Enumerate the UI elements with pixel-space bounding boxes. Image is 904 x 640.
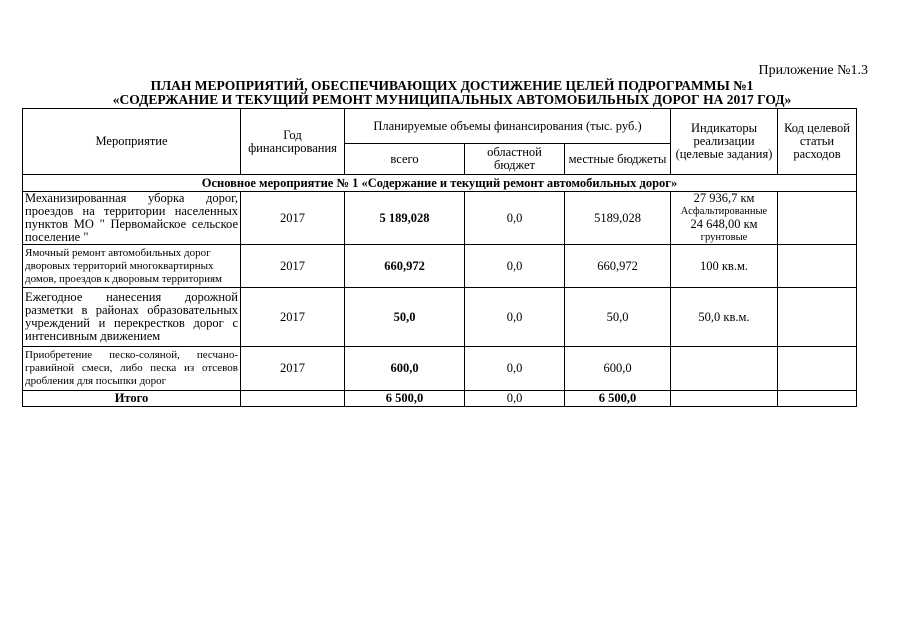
cell-local: 50,0 bbox=[565, 288, 671, 347]
cell-year: 2017 bbox=[241, 347, 345, 391]
cell-year: 2017 bbox=[241, 192, 345, 245]
cell-regional: 0,0 bbox=[465, 288, 565, 347]
cell-total: 50,0 bbox=[345, 288, 465, 347]
section-title: Основное мероприятие № 1 «Содержание и текущий ремонт автомобильных дорог» bbox=[23, 175, 857, 192]
document-title-line-2: «СОДЕРЖАНИЕ И ТЕКУЩИЙ РЕМОНТ МУНИЦИПАЛЬНЫХ АВТОМОБИЛЬНЫХ ДОРОГ НА 2017 ГОД» bbox=[112, 92, 792, 107]
indicator-ground-value: 24 648,00 км bbox=[690, 217, 758, 231]
total-local: 6 500,0 bbox=[565, 391, 671, 407]
cell-code bbox=[778, 192, 857, 245]
measures-plan-table bbox=[22, 108, 857, 407]
cell-code bbox=[778, 347, 857, 391]
cell-year: 2017 bbox=[241, 245, 345, 288]
cell-indicator: 100 кв.м. bbox=[671, 245, 778, 288]
total-year-empty bbox=[241, 391, 345, 407]
total-row bbox=[23, 391, 857, 407]
cell-regional: 0,0 bbox=[465, 192, 565, 245]
header-regional-budget: областной бюджет bbox=[465, 144, 565, 175]
cell-code bbox=[778, 288, 857, 347]
header-row-1 bbox=[23, 109, 857, 144]
header-local-budget: местные бюджеты bbox=[565, 144, 671, 175]
total-sum: 6 500,0 bbox=[345, 391, 465, 407]
cell-regional: 0,0 bbox=[465, 245, 565, 288]
table-row bbox=[23, 347, 857, 391]
section-row bbox=[23, 175, 857, 192]
cell-indicator bbox=[671, 347, 778, 391]
header-planned-financing: Планируемые объемы финансирования (тыс. руб.) bbox=[345, 109, 671, 144]
header-year: Год финансирования bbox=[241, 109, 345, 175]
table-row bbox=[23, 245, 857, 288]
cell-regional: 0,0 bbox=[465, 347, 565, 391]
appendix-label: Приложение №1.3 bbox=[758, 63, 868, 78]
cell-measure: Ежегодное нанесения дорожной разметки в районах образовательных учреждений и перекрестков дорог с интенсивным движением bbox=[23, 288, 241, 347]
cell-indicator bbox=[671, 192, 778, 245]
cell-total: 660,972 bbox=[345, 245, 465, 288]
cell-local: 660,972 bbox=[565, 245, 671, 288]
total-label: Итого bbox=[23, 391, 241, 407]
cell-total: 5 189,028 bbox=[345, 192, 465, 245]
indicator-ground-note: грунтовые bbox=[700, 232, 748, 243]
header-code: Код целевой статьи расходов bbox=[778, 109, 857, 175]
table-row bbox=[23, 288, 857, 347]
total-indicator-empty bbox=[671, 391, 778, 407]
cell-code bbox=[778, 245, 857, 288]
total-regional: 0,0 bbox=[465, 391, 565, 407]
cell-measure: Механизированная уборка дорог, проездов на территории населенных пунктов МО " Первомайское сельское поселение " bbox=[23, 192, 241, 245]
indicator-asphalt-note: Асфальтированные bbox=[680, 206, 768, 217]
header-measure: Мероприятие bbox=[23, 109, 241, 175]
cell-measure: Ямочный ремонт автомобильных дорог дворовых территорий многоквартирных домов, проездов к дворовым территориям bbox=[23, 245, 241, 288]
cell-total: 600,0 bbox=[345, 347, 465, 391]
cell-year: 2017 bbox=[241, 288, 345, 347]
header-indicators: Индикаторы реализации (целевые задания) bbox=[671, 109, 778, 175]
header-total: всего bbox=[345, 144, 465, 175]
table-row bbox=[23, 192, 857, 245]
cell-indicator: 50,0 кв.м. bbox=[671, 288, 778, 347]
total-code-empty bbox=[778, 391, 857, 407]
document-title-line-1: ПЛАН МЕРОПРИЯТИЙ, ОБЕСПЕЧИВАЮЩИХ ДОСТИЖЕНИЕ ЦЕЛЕЙ ПОДРОГРАММЫ №1 bbox=[150, 78, 754, 93]
indicator-asphalt-value: 27 936,7 км bbox=[693, 191, 755, 205]
cell-measure: Приобретение песко-соляной, песчано-гравийной смеси, либо песка из отсевов дробления для посыпки дорог bbox=[23, 347, 241, 391]
cell-local: 600,0 bbox=[565, 347, 671, 391]
cell-local: 5189,028 bbox=[565, 192, 671, 245]
